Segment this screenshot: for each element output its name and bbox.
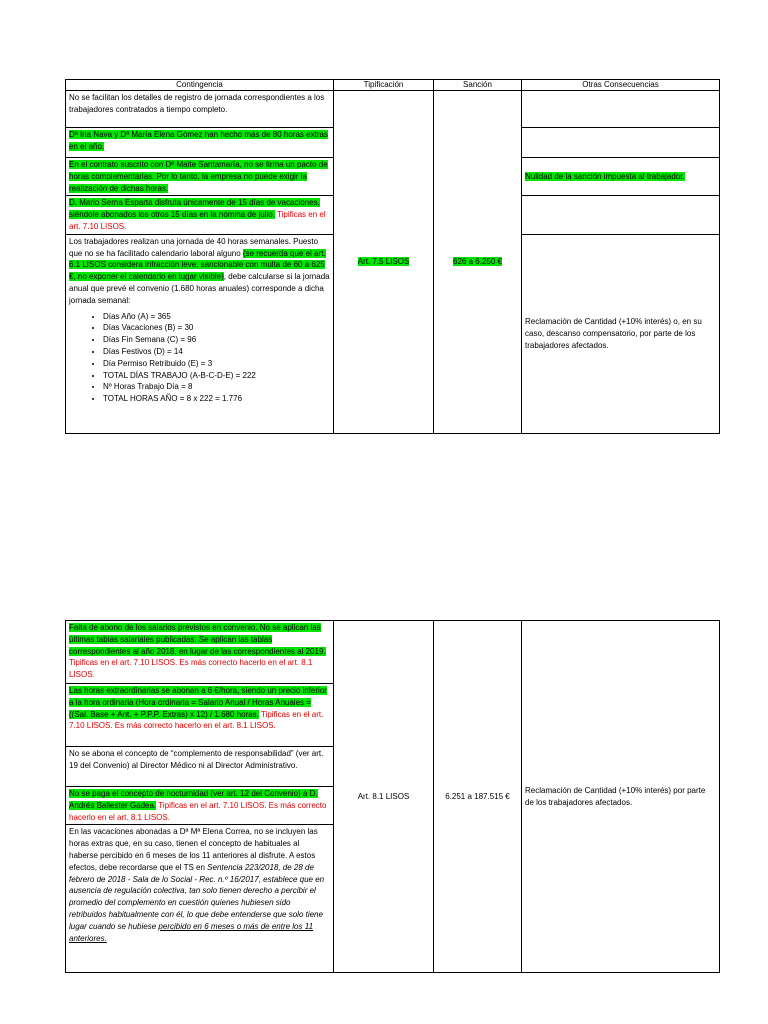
list-item: • TOTAL DÍAS TRABAJO (A-B-C-D-E) = 222: [103, 370, 330, 382]
header-tipificacion: Tipificación: [334, 80, 434, 91]
contingency-cell: No se abona el concepto de “complemento de responsabilidad” (ver art. 19 del Convenio) al Director Médico ni al Director Administrativo.: [66, 747, 334, 787]
contingency-cell: En las vacaciones abonadas a Dª Mª Elena Correa, no se incluyen las horas extras que, en su caso, tienen el concepto de habituales al haberse percibido en 6 meses de los 11 anteriores al disfrute. A estos efectos, debe recordarse que el TS en Sentencia 223/2018, de 28 de febrero de 2018 - Sala de lo Social - Rec. n.º 16/2017, establece que en ausencia de regulación colectiva, tan solo tienen derecho a percibir el promedio del complemento en cuestión quienes hubiesen sido retribuidos habitualmente con él, lo que debe entenderse que solo tiene lugar cuando se hubiese percibido en 6 meses o más de entre los 11 anteriores.: [66, 825, 334, 973]
contingency-table-1: [65, 79, 720, 434]
table-row: [66, 621, 720, 684]
list-item: • Días Año (A) = 365: [103, 311, 330, 323]
contingency-cell: D. Mario Serna Esparta disfruta únicamente de 15 días de vacaciones, siéndole abonados los otros 15 días en la nómina de julio. Tipificas en el art. 7.10 LISOS.: [66, 196, 334, 234]
otras-cell: Reclamación de Cantidad (+10% interés) o, en su caso, descanso compensatorio, por parte de los trabajadores afectados.: [522, 234, 720, 433]
list-item: • Nº Horas Trabajo Día = 8: [103, 381, 330, 393]
sancion-cell: 6.251 a 187.515 €: [434, 621, 522, 973]
header-sancion: Sanción: [434, 80, 522, 91]
contingency-cell: Falta de abono de los salarios previstos en convenio. No se aplican las últimas tablas salariales publicadas. Se aplican las tablas correspondientes al año 2018, en lugar de las correspondientes al 2019. Tipificas en el art. 7.10 LISOS. Es más correcto hacerlo en el art. 8.1 LISOS.: [66, 621, 334, 684]
list-item: • Día Permiso Retribuido (E) = 3: [103, 358, 330, 370]
otras-cell: Reclamación de Cantidad (+10% interés) por parte de los trabajadores afectados.: [522, 621, 720, 973]
otras-cell-empty: [522, 128, 720, 158]
table-row: [66, 91, 720, 128]
otras-cell: Nulidad de la sanción impuesta al trabajador.: [522, 158, 720, 196]
contingency-cell: Los trabajadores realizan una jornada de 40 horas semanales. Puesto que no se ha facilitado calendario laboral alguno (se recuerda que el art. 6.1 LISOS considera infracción leve, sancionable con multa de 60 a 625 €, no exponer el calendario en lugar visible), debe calcularse si la jornada anual que prevé el convenio (1.680 horas anuales) corresponde a dicha jornada semanal: • Días Año (A) = 365 • Días Vacaciones (B) = 30 • Días Fin Semana (C) = 96 • Días Festivos (D) = 14 • Día Permiso Retribuido (E) = 3 • TOTAL DÍAS TRABAJO (A-B-C-D-E) = 222 • Nº Horas Trabajo Día = 8 • TOTAL HORAS AÑO = 8 x 222 = 1.776: [66, 234, 334, 433]
tipificacion-cell: Art. 7.5 LISOS: [334, 91, 434, 434]
days-calculation-list: [69, 311, 330, 405]
tipificacion-cell: Art. 8.1 LISOS: [334, 621, 434, 973]
table-header-row: [66, 80, 720, 91]
list-item: • Días Fin Semana (C) = 96: [103, 334, 330, 346]
header-otras-consecuencias: Otras Consecuencias: [522, 80, 720, 91]
contingency-cell: Dª Iria Nava y Dª María Elena Gómez han hecho más de 80 horas extras en el año.: [66, 128, 334, 158]
list-item: • Días Festivos (D) = 14: [103, 346, 330, 358]
contingency-cell: No se paga el concepto de nocturnidad (ver art. 12 del Convenio) a D. Andrés Ballester Gadea. Tipificas en el art. 7.10 LISOS. Es más correcto hacerlo en el art. 8.1 LISOS.: [66, 787, 334, 825]
otras-cell-empty: [522, 196, 720, 234]
contingency-cell: En el contrato suscrito con Dª Maite Santamaría, no se firma un pacto de horas complementarias. Por lo tanto, la empresa no puede exigir la realización de dichas horas.: [66, 158, 334, 196]
list-item: • TOTAL HORAS AÑO = 8 x 222 = 1.776: [103, 393, 330, 405]
contingency-table-2: [65, 620, 720, 973]
otras-cell-empty: [522, 91, 720, 128]
header-contingencia: Contingencia: [66, 80, 334, 91]
list-item: • Días Vacaciones (B) = 30: [103, 322, 330, 334]
contingency-cell: No se facilitan los detalles de registro de jornada correspondientes a los trabajadores contratados a tiempo completo.: [66, 91, 334, 128]
sancion-cell: 626 a 6.250 €: [434, 91, 522, 434]
contingency-cell: Las horas extraordinarias se abonan a 6 €/hora, siendo un precio inferior a la hora ordinaria (Hora ordinaria = Salario Anual / Horas Anuales = ((Sal. Base + Ant. + P.P.P. Extras) x 12) / 1.680 horas. Tipificas en el art. 7.10 LISOS. Es más correcto hacerlo en el art. 8.1 LISOS.: [66, 684, 334, 747]
